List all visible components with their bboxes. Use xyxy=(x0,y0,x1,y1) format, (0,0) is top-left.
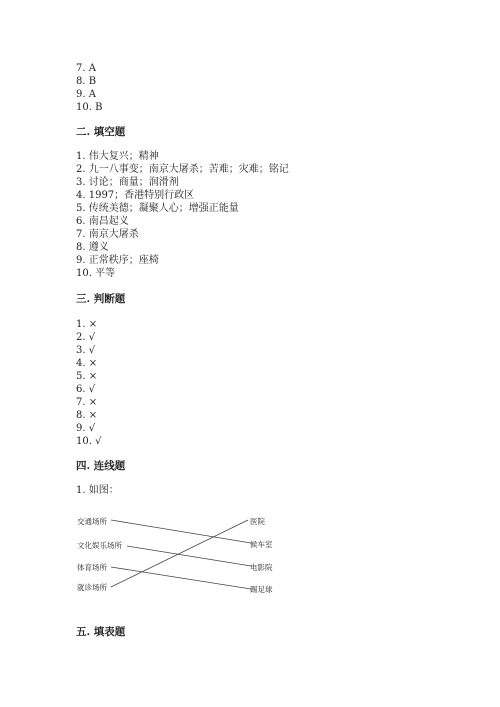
diagram-intro: 1. 如图： xyxy=(76,485,119,496)
answer-line: 5. 传统美德；凝聚人心；增强正能量 xyxy=(76,203,239,214)
section-heading: 二. 填空题 xyxy=(76,126,126,138)
answer-line: 1. 伟大复兴；精神 xyxy=(76,151,159,162)
answer-line: 3. √ xyxy=(76,345,96,356)
match-line-0 xyxy=(111,520,251,543)
answer-line: 7. A xyxy=(76,63,96,74)
match-line-3 xyxy=(111,520,248,587)
answer-line: 9. 正常秩序；座椅 xyxy=(76,255,159,266)
answer-line: 10. √ xyxy=(76,436,102,447)
answer-line: 9. √ xyxy=(76,423,96,434)
answer-line: 4. 1997；香港特别行政区 xyxy=(76,190,195,201)
answer-line: 6. √ xyxy=(76,384,96,395)
section-heading: 四. 连线题 xyxy=(76,460,126,472)
answer-line: 8. 遵义 xyxy=(76,242,109,253)
answer-line: 7. 南京大屠杀 xyxy=(76,229,139,240)
answer-line: 9. A xyxy=(76,89,96,100)
answer-line: 5. × xyxy=(76,371,98,382)
section-heading: 五. 填表题 xyxy=(76,626,126,638)
right-item: 候车室 xyxy=(250,540,273,549)
answer-line: 10. B xyxy=(76,102,103,113)
left-item: 就诊场所 xyxy=(77,583,107,592)
answer-line: 1. × xyxy=(76,319,98,330)
match-line-2 xyxy=(111,567,251,589)
section-heading: 三. 判断题 xyxy=(76,293,126,305)
answer-line: 3. 讨论；商量；润滑剂 xyxy=(76,177,179,188)
left-item: 交通场所 xyxy=(77,517,107,526)
right-item: 踢足球 xyxy=(250,585,273,594)
answer-line: 8. B xyxy=(76,76,97,87)
answer-line: 8. × xyxy=(76,410,98,421)
answer-line: 2. √ xyxy=(76,332,96,343)
left-item: 体育场所 xyxy=(77,563,107,572)
answer-line: 10. 平等 xyxy=(76,268,116,279)
answer-line: 6. 南昌起义 xyxy=(76,216,129,227)
answer-line: 4. × xyxy=(76,358,98,369)
right-item: 电影院 xyxy=(250,563,273,572)
left-item: 文化娱乐场所 xyxy=(77,541,122,550)
right-item: 医院 xyxy=(250,517,265,526)
answer-line: 7. × xyxy=(76,397,98,408)
answer-line: 2. 九一八事变；南京大屠杀；苦难；灾难；铭记 xyxy=(76,164,289,175)
